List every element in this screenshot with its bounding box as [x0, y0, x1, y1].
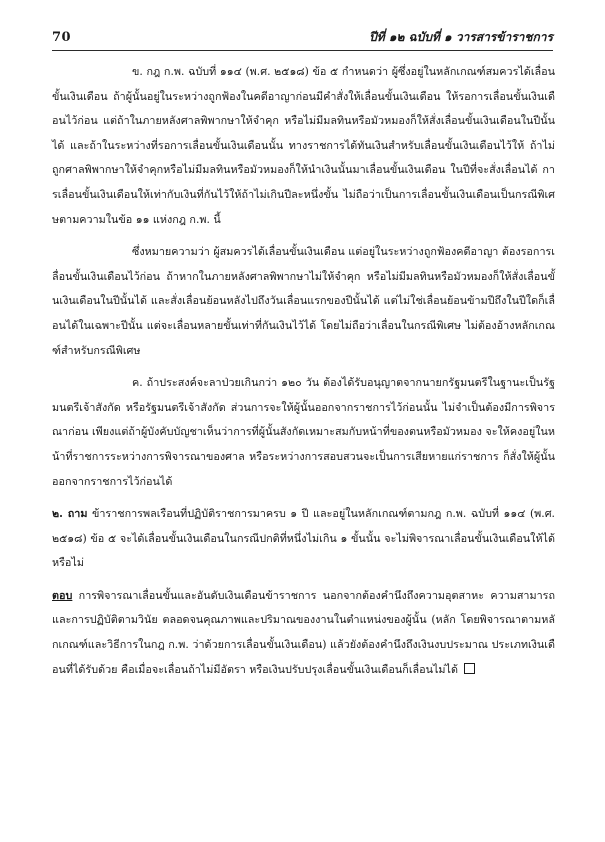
page-header	[52, 28, 553, 51]
paragraph-lead: ค.	[132, 376, 143, 390]
paragraph-kho-khwai	[52, 371, 555, 494]
document-body	[52, 60, 555, 682]
paragraph-text: ถ้าประสงค์จะลาป่วยเกินกว่า ๑๒๐ วัน ต้องได้รับอนุญาตจากนายกรัฐมนตรีในฐานะเป็นรัฐมนตรีเจ้าสังกัด หรือรัฐมนตรีเจ้าสังกัด ส่วนการจะให้ผู้นั้นออกจากราชการไว้ก่อนนั้น ไม่จำเป็นต้องมีการพิจารณาก่อน เพียงแต่ถ้าผู้บังคับบัญชาเห็นว่าการที่ผู้นั้นสังกัดเหมาะสมกับหน้าที่ของตนหรือมัวหมอง จะให้คงอยู่ในหน้าที่ราชการระหว่างการพิจารณาของศาล หรือระหว่างการสอบสวนจะเป็นการเสียหายแก่ราชการ ก็สั่งให้ผู้นั้นออกจากราชการไว้ก่อนได้	[52, 376, 555, 488]
running-title: ปีที่ ๑๒ ฉบับที่ ๑ วารสารข้าราชการ	[369, 30, 553, 44]
page-number: 70	[52, 30, 72, 45]
paragraph-text: กฎ ก.พ. ฉบับที่ ๑๑๔ (พ.ศ. ๒๕๑๘) ข้อ ๕ กำหนดว่า ผู้ซึ่งอยู่ในหลักเกณฑ์สมควรได้เลื่อนขั้นเงินเดือน ถ้าผู้นั้นอยู่ในระหว่างถูกฟ้องในคดีอาญาก่อนมีคำสั่งให้เลื่อนขั้นเงินเดือน ให้รอการเลื่อนขั้นเงินเดือนไว้ก่อน แต่ถ้าในภายหลังศาลพิพากษาให้จำคุก หรือไม่มีมลทินหรือมัวหมองก็ให้สั่งเลื่อนขั้นเงินเดือนในปีนั้นได้ และถ้าในระหว่างที่รอการเลื่อนขั้นเงินเดือนนั้น ทางราชการได้ทันเงินสำหรับเลื่อนขั้นเงินเดือนไว้ให้ ถ้าไม่ถูกศาลพิพากษาให้จำคุกหรือไม่มีมลทินหรือมัวหมองก็ให้นำเงินนั้นมาเลื่อนขั้นเงินเดือน ในปีที่จะสั่งเลื่อนได้ การเลื่อนขั้นเงินเดือนให้เท่ากับเงินที่กันไว้ให้ถ้าไม่เกินปีละหนึ่งขั้น ไม่ถือว่าเป็นการเลื่อนขั้นเงินเดือนเป็นกรณีพิเศษตามความในข้อ ๑๑ แห่งกฎ ก.พ. นี้	[52, 65, 555, 226]
end-of-article-mark	[464, 663, 475, 674]
question-paragraph	[52, 502, 555, 576]
question-label: ๒. ถาม	[52, 507, 88, 521]
paragraph-explanation	[52, 240, 555, 363]
paragraph-text: ซึ่งหมายความว่า ผู้สมควรได้เลื่อนขั้นเงินเดือน แต่อยู่ในระหว่างถูกฟ้องคดีอาญา ต้องรอการเลื่อนขั้นเงินเดือนไว้ก่อน ถ้าหากในภายหลังศาลพิพากษาไม่ให้จำคุก หรือไม่มีมลทินหรือมัวหมองก็ให้สั่งเลื่อนขั้นเงินเดือนในปีนั้นได้ และสั่งเลื่อนย้อนหลังไปถึงวันเลื่อนแรกของปีนั้นได้ แต่ไม่ใช่เลื่อนย้อนข้ามปีถึงในปีใดก็เลื่อนได้ในเฉพาะปีนั้น แต่จะเลื่อนหลายขั้นเท่าที่กันเงินไว้ได้ โดยไม่ถือว่าเลื่อนในกรณีพิเศษ ไม่ต้องอ้างหลักเกณฑ์สำหรับกรณีพิเศษ	[52, 245, 555, 357]
answer-label: ตอบ	[52, 588, 73, 602]
paragraph-lead: ข.	[132, 65, 143, 78]
answer-paragraph	[52, 584, 555, 682]
paragraph-kho	[52, 60, 555, 232]
answer-text: การพิจารณาเลื่อนขั้นและอันดับเงินเดือนข้าราชการ นอกจากต้องคำนึงถึงความอุตสาหะ ความสามารถ และการปฏิบัติตามวินัย ตลอดจนคุณภาพและปริมาณของงานในตำแหน่งของผู้นั้น (หลัก โดยพิจารณาตามหลักเกณฑ์และวิธีการในกฎ ก.พ. ว่าด้วยการเลื่อนขั้นเงินเดือน) แล้วยังต้องคำนึงถึงเงินงบประมาณ ประเภทเงินเดือนที่ได้รับด้วย คือเมื่อจะเลื่อนถ้าไม่มีอัตรา หรือเงินปรับปรุงเลื่อนขั้นเงินเดือนก็เลื่อนไม่ได้	[52, 588, 555, 676]
question-text: ข้าราชการพลเรือนที่ปฏิบัติราชการมาครบ ๑ ปี และอยู่ในหลักเกณฑ์ตามกฎ ก.พ. ฉบับที่ ๑๑๔ (พ.ศ. ๒๕๑๘) ข้อ ๕ จะได้เลื่อนขั้นเงินเดือนในกรณีปกติที่หนึ่งไม่เกิน ๑ ขั้นนั้น จะไม่พิจารณาเลื่อนขั้นเงินเดือนให้ได้หรือไม่	[52, 507, 555, 570]
